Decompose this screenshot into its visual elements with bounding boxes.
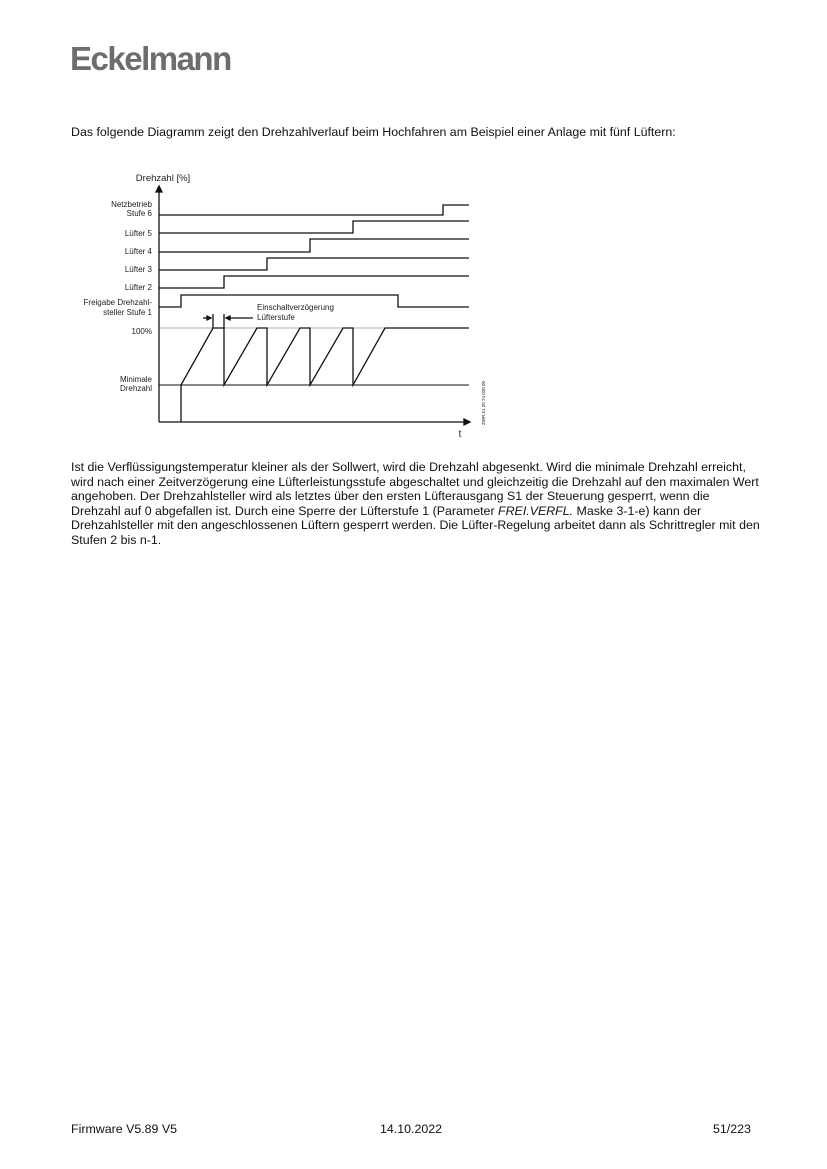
annotation-2: Lüfterstufe	[257, 313, 295, 322]
luefter4-line	[159, 239, 469, 252]
footer-date: 14.10.2022	[380, 1122, 443, 1136]
label-luefter2: Lüfter 2	[124, 283, 152, 292]
body-text-2: Maske 3-1-e) kann der Drehzahlsteller mit den angeschlossenen Lüftern gesperrt werden. Die Lüfter-Regelung arbeitet dann als Schrittregler mit den Stufen 2 bis n-1.	[71, 503, 760, 547]
luefter2-line	[159, 276, 469, 288]
body-paragraph	[71, 460, 761, 548]
stufe6-line	[159, 205, 469, 215]
label-min-2: Drehzahl	[119, 384, 152, 393]
y-axis-arrow	[156, 186, 162, 192]
y-axis-label: Drehzahl [%]	[135, 173, 191, 184]
label-100: 100%	[131, 327, 152, 336]
x-axis-arrow	[464, 419, 470, 425]
figure-id: ZWR.51 20 74 030 00	[481, 380, 486, 425]
luefter5-line	[159, 221, 469, 233]
annotation-1: Einschaltverzögerung	[257, 303, 334, 312]
label-freigabe-1: Freigabe Drehzahl-	[83, 298, 152, 307]
x-axis-label: t	[458, 429, 462, 440]
label-luefter4: Lüfter 4	[124, 247, 152, 256]
parameter-name: FREI.VERFL.	[498, 503, 574, 518]
label-luefter5: Lüfter 5	[124, 229, 152, 238]
footer-page-number: 51/223	[713, 1122, 751, 1136]
body-text-1: Ist die Verflüssigungstemperatur kleiner als der Sollwert, wird die Drehzahl abgesenkt. Wird die minimale Drehzahl erreicht, wird nach einer Zeitverzögerung eine Lüfterleistungsstufe abgeschaltet und gleichzeitig die Drehzahl auf den maximalen Wert angehoben. Der Drehzahlsteller wird als letztes über den ersten Lüfterausgang S1 der Steuerung gesperrt, wenn die Drehzahl auf 0 abgefallen ist. Durch eine Sperre der Lüfterstufe 1 (Parameter	[71, 460, 759, 518]
intro-text: Das folgende Diagramm zeigt den Drehzahlverlauf beim Hochfahren am Beispiel einer Anlage mit fünf Lüftern:	[71, 125, 676, 139]
label-stufe6-1: Netzbetrieb	[111, 200, 152, 209]
label-luefter3: Lüfter 3	[124, 265, 152, 274]
speed-curve	[181, 328, 469, 422]
footer-firmware: Firmware V5.89 V5	[71, 1122, 178, 1136]
luefter3-line	[159, 258, 469, 270]
label-freigabe-2: steller Stufe 1	[103, 308, 152, 317]
label-min-1: Minimale	[119, 375, 152, 384]
label-stufe6-2: Stufe 6	[126, 209, 152, 218]
eckelmann-logo: Eckelmann	[70, 40, 231, 77]
